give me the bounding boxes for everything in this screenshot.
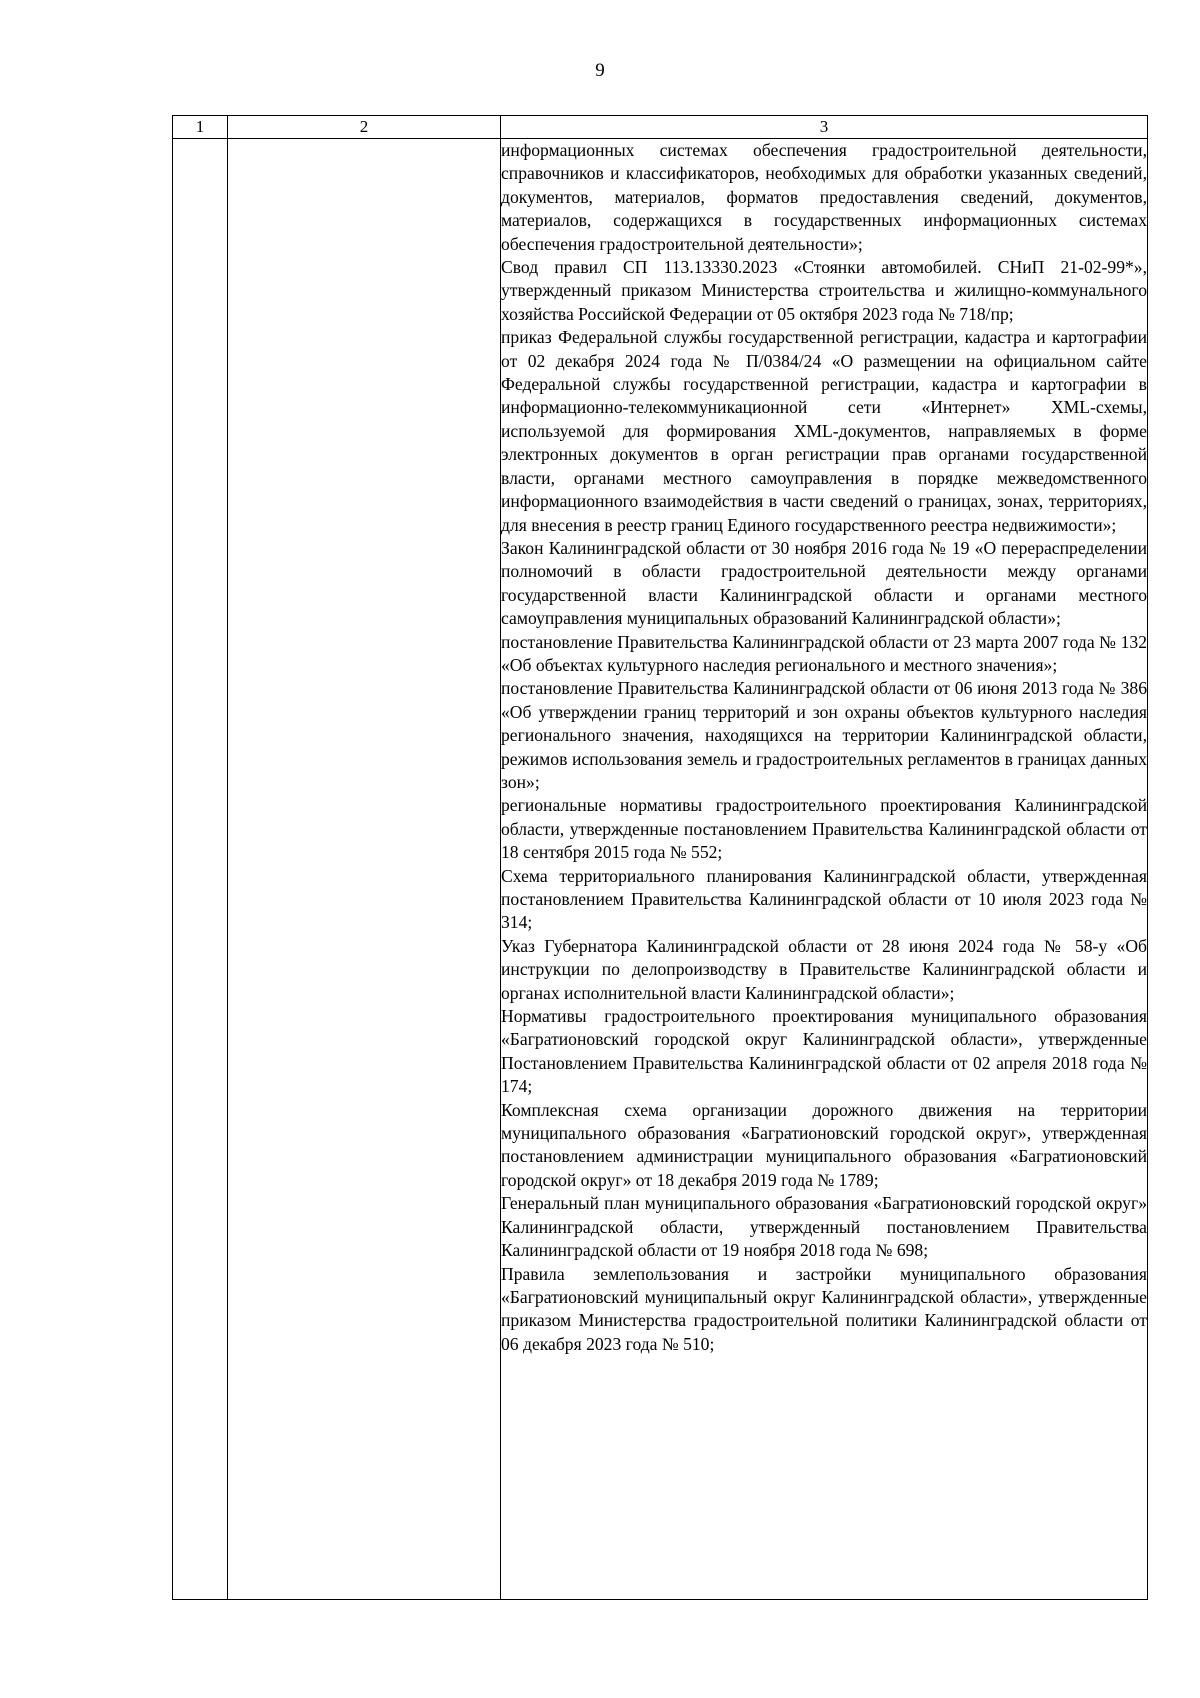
cell-column-1 [173,139,228,1600]
document-paragraph: Комплексная схема организации дорожного движения на территории муниципального образования «Багратионовский городской округ», утвержденная постановлением администрации муниципального образования «Багратионовский городской округ» от 18 декабря 2019 года № 1789; [501,1099,1147,1190]
table-row [173,139,1148,1600]
document-paragraph: Закон Калининградской области от 30 ноября 2016 года № 19 «О перераспределении полномочий в области градостроительной деятельности между органами государственной власти Калининградской области и органами местного самоуправления муниципальных образований Калининградской области»; [501,537,1147,629]
table-header-row [173,116,1148,139]
cell-column-2 [228,139,501,1600]
document-paragraph: Схема территориального планирования Калининградской области, утвержденная постановлением Правительства Калининградской области от 10 июля 2023 года № 314; [501,865,1147,933]
document-paragraph: региональные нормативы градостроительного проектирования Калининградской области, утвержденные постановлением Правительства Калининградской области от 18 сентября 2015 года № 552; [501,795,1147,863]
document-paragraph: постановление Правительства Калининградской области от 23 марта 2007 года № 132 «Об объектах культурного наследия регионального и местного значения»; [501,631,1147,675]
page-number: 9 [595,60,605,81]
cell-column-3 [501,139,1148,1600]
document-paragraph: информационных системах обеспечения градостроительной деятельности, справочников и классификаторов, необходимых для обработки указанных сведений, документов, материалов, форматов предоставления сведений, документов, материалов, содержащихся в государственных информационных системах обеспечения градостроительной деятельности»; [501,140,1147,254]
document-paragraph: Генеральный план муниципального образования «Багратионовский городской округ» Калининградской области, утвержденный постановлением Правительства Калининградской области от 19 ноября 2018 года № 698; [501,1193,1147,1261]
document-paragraph: Нормативы градостроительного проектирования муниципального образования «Багратионовский городской округ Калининградской области», утвержденные Постановлением Правительства Калининградской области от 02 апреля 2018 года № 174; [501,1006,1147,1097]
document-paragraph: Свод правил СП 113.13330.2023 «Стоянки автомобилей. СНиП 21-02-99*», утвержденный приказом Министерства строительства и жилищно-коммунального хозяйства Российской Федерации от 05 октября 2023 года № 718/пр; [501,257,1147,324]
column-header-1: 1 [173,116,228,139]
document-paragraph: приказ Федеральной службы государственной регистрации, кадастра и картографии от 02 декабря 2024 года № П/0384/24 «О размещении на официальном сайте Федеральной службы государственной регистрации, кадастра и картографии в информационно-телекоммуникационной сети «Интернет» XML-схемы, используемой для формирования XML-документов, направляемых в форме электронных документов в орган регистрации прав органами государственной власти, органами местного самоуправления в порядке межведомственного информационного взаимодействия в части сведений о границах, зонах, территориях, для внесения в реестр границ Единого государственного реестра недвижимости»; [501,327,1147,535]
document-paragraph: Указ Губернатора Калининградской области от 28 июня 2024 года № 58-у «Об инструкции по делопроизводству в Правительстве Калининградской области и органах исполнительной власти Калининградской области»; [501,935,1147,1003]
document-paragraph: Правила землепользования и застройки муниципального образования «Багратионовский муниципальный округ Калининградской области», утвержденные приказом Министерства градостроительной политики Калининградской области от 06 декабря 2023 года № 510; [501,1263,1147,1354]
column-header-3: 3 [501,116,1148,139]
document-table [172,115,1148,1600]
column-header-2: 2 [228,116,501,139]
document-paragraph: постановление Правительства Калининградской области от 06 июня 2013 года № 386 «Об утверждении границ территорий и зон охраны объектов культурного наследия регионального значения, находящихся на территории Калининградской области, режимов использования земель и градостроительных регламентов в границах данных зон»; [501,678,1147,792]
